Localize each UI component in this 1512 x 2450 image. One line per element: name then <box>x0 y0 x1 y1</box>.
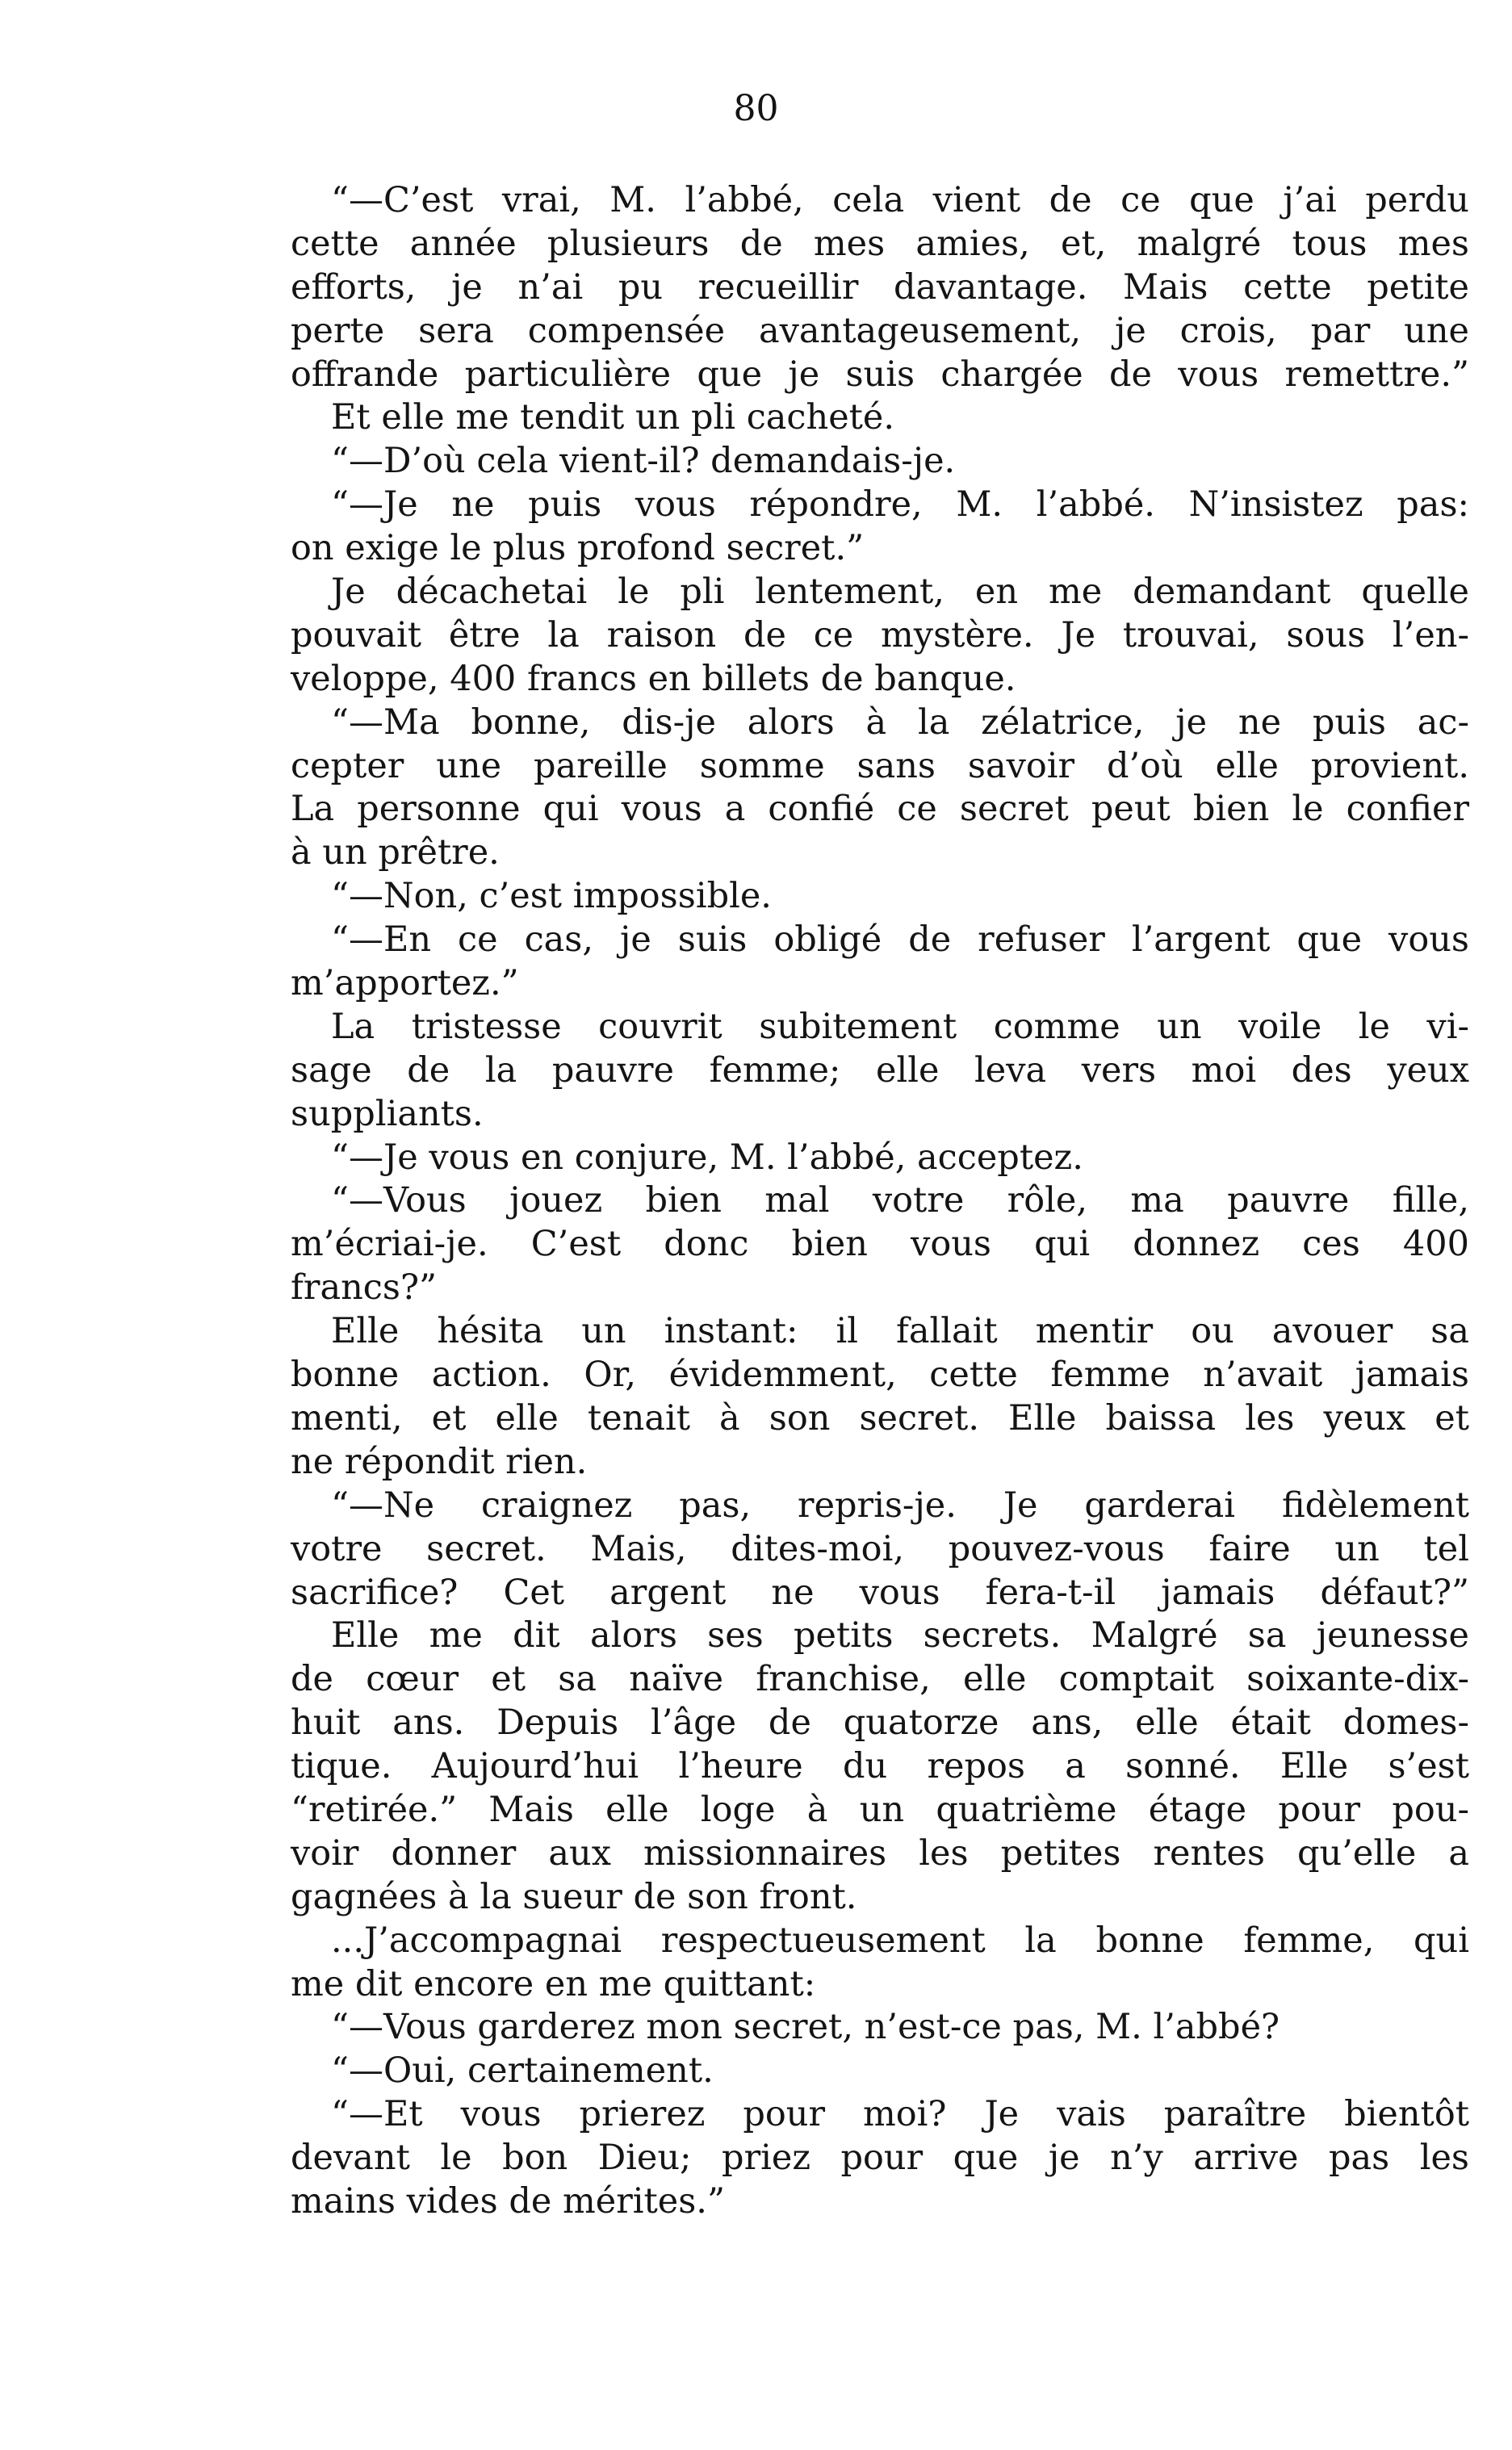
text-line: “—Non, c’est impossible. <box>331 876 772 917</box>
text-line: Elle me dit alors ses petits secrets. Malgré sa jeunesse <box>331 1615 1469 1656</box>
text-line: “retirée.” Mais elle loge à un quatrième étage pour pou- <box>291 1789 1469 1830</box>
text-line: “—Ne craignez pas, repris-je. Je garderai fidèlement <box>331 1485 1469 1526</box>
text-line: “—Et vous prierez pour moi? Je vais paraître bientôt <box>331 2094 1469 2135</box>
text-line: “—Oui, certainement. <box>331 2050 714 2092</box>
text-line: cepter une pareille somme sans savoir d’où elle provient. <box>291 745 1469 786</box>
text-line: bonne action. Or, évidemment, cette femme n’avait jamais <box>291 1355 1469 1396</box>
text-line: efforts, je n’ai pu recueillir davantage. Mais cette petite <box>291 266 1469 308</box>
text-line: sacrifice? Cet argent ne vous fera-t-il jamais défaut?” <box>291 1572 1469 1613</box>
text-line: de cœur et sa naïve franchise, elle comptait soixante-dix- <box>291 1659 1469 1700</box>
text-line: perte sera compensée avantageusement, je crois, par une <box>291 310 1469 351</box>
text-line: tique. Aujourd’hui l’heure du repos a sonné. Elle s’est <box>291 1746 1469 1787</box>
text-line: à un prêtre. <box>291 832 500 873</box>
text-line: gagnées à la sueur de son front. <box>291 1876 857 1917</box>
text-line: votre secret. Mais, dites-moi, pouvez-vous faire un tel <box>291 1528 1469 1569</box>
text-line: on exige le plus profond secret.” <box>291 528 865 569</box>
text-line: “—Vous jouez bien mal votre rôle, ma pauvre fille, <box>331 1180 1469 1221</box>
text-line: Et elle me tendit un pli cacheté. <box>331 397 895 438</box>
text-line: me dit encore en me quittant: <box>291 1963 816 2004</box>
text-line: La personne qui vous a confié ce secret peut bien le confier <box>291 789 1469 830</box>
text-line: “—En ce cas, je suis obligé de refuser l’argent que vous <box>331 919 1469 961</box>
text-line: Je décachetai le pli lentement, en me demandant quelle <box>331 572 1469 613</box>
text-line: veloppe, 400 francs en billets de banque. <box>291 658 1016 699</box>
page-number: 80 <box>733 88 779 129</box>
text-line: cette année plusieurs de mes amies, et, malgré tous mes <box>291 223 1469 264</box>
text-line: menti, et elle tenait à son secret. Elle baissa les yeux et <box>291 1397 1469 1439</box>
text-line: offrande particulière que je suis chargée de vous remettre.” <box>291 354 1469 395</box>
text-line: suppliants. <box>291 1093 484 1134</box>
text-line: huit ans. Depuis l’âge de quatorze ans, elle était domes- <box>291 1702 1469 1744</box>
text-line: “—Ma bonne, dis-je alors à la zélatrice, je ne puis ac- <box>331 701 1469 743</box>
text-line: ...J’accompagnai respectueusement la bonne femme, qui <box>331 1920 1469 1961</box>
text-line: “—D’où cela vient-il? demandais-je. <box>331 441 956 482</box>
text-line: voir donner aux missionnaires les petites rentes qu’elle a <box>291 1832 1469 1874</box>
text-line: devant le bon Dieu; priez pour que je n’y arrive pas les <box>291 2138 1469 2179</box>
text-line: “—Je vous en conjure, M. l’abbé, acceptez. <box>331 1137 1083 1178</box>
text-line: francs?” <box>291 1267 437 1309</box>
text-line: sage de la pauvre femme; elle leva vers moi des yeux <box>291 1049 1469 1091</box>
text-line: “—C’est vrai, M. l’abbé, cela vient de ce que j’ai perdu <box>331 180 1469 220</box>
text-line: La tristesse couvrit subitement comme un voile le vi- <box>331 1006 1469 1047</box>
text-line: “—Vous garderez mon secret, n’est-ce pas, M. l’abbé? <box>331 2007 1280 2048</box>
text-line: mains vides de mérites.” <box>291 2180 725 2222</box>
text-line: “—Je ne puis vous répondre, M. l’abbé. N’insistez pas: <box>331 484 1469 526</box>
text-line: m’apportez.” <box>291 963 519 1004</box>
body-text <box>291 179 1469 2224</box>
text-line: pouvait être la raison de ce mystère. Je trouvai, sous l’en- <box>291 614 1469 655</box>
text-line: ne répondit rien. <box>291 1441 588 1482</box>
text-line: Elle hésita un instant: il fallait mentir ou avouer sa <box>331 1311 1469 1352</box>
text-line: m’écriai-je. C’est donc bien vous qui donnez ces 400 <box>291 1224 1469 1265</box>
